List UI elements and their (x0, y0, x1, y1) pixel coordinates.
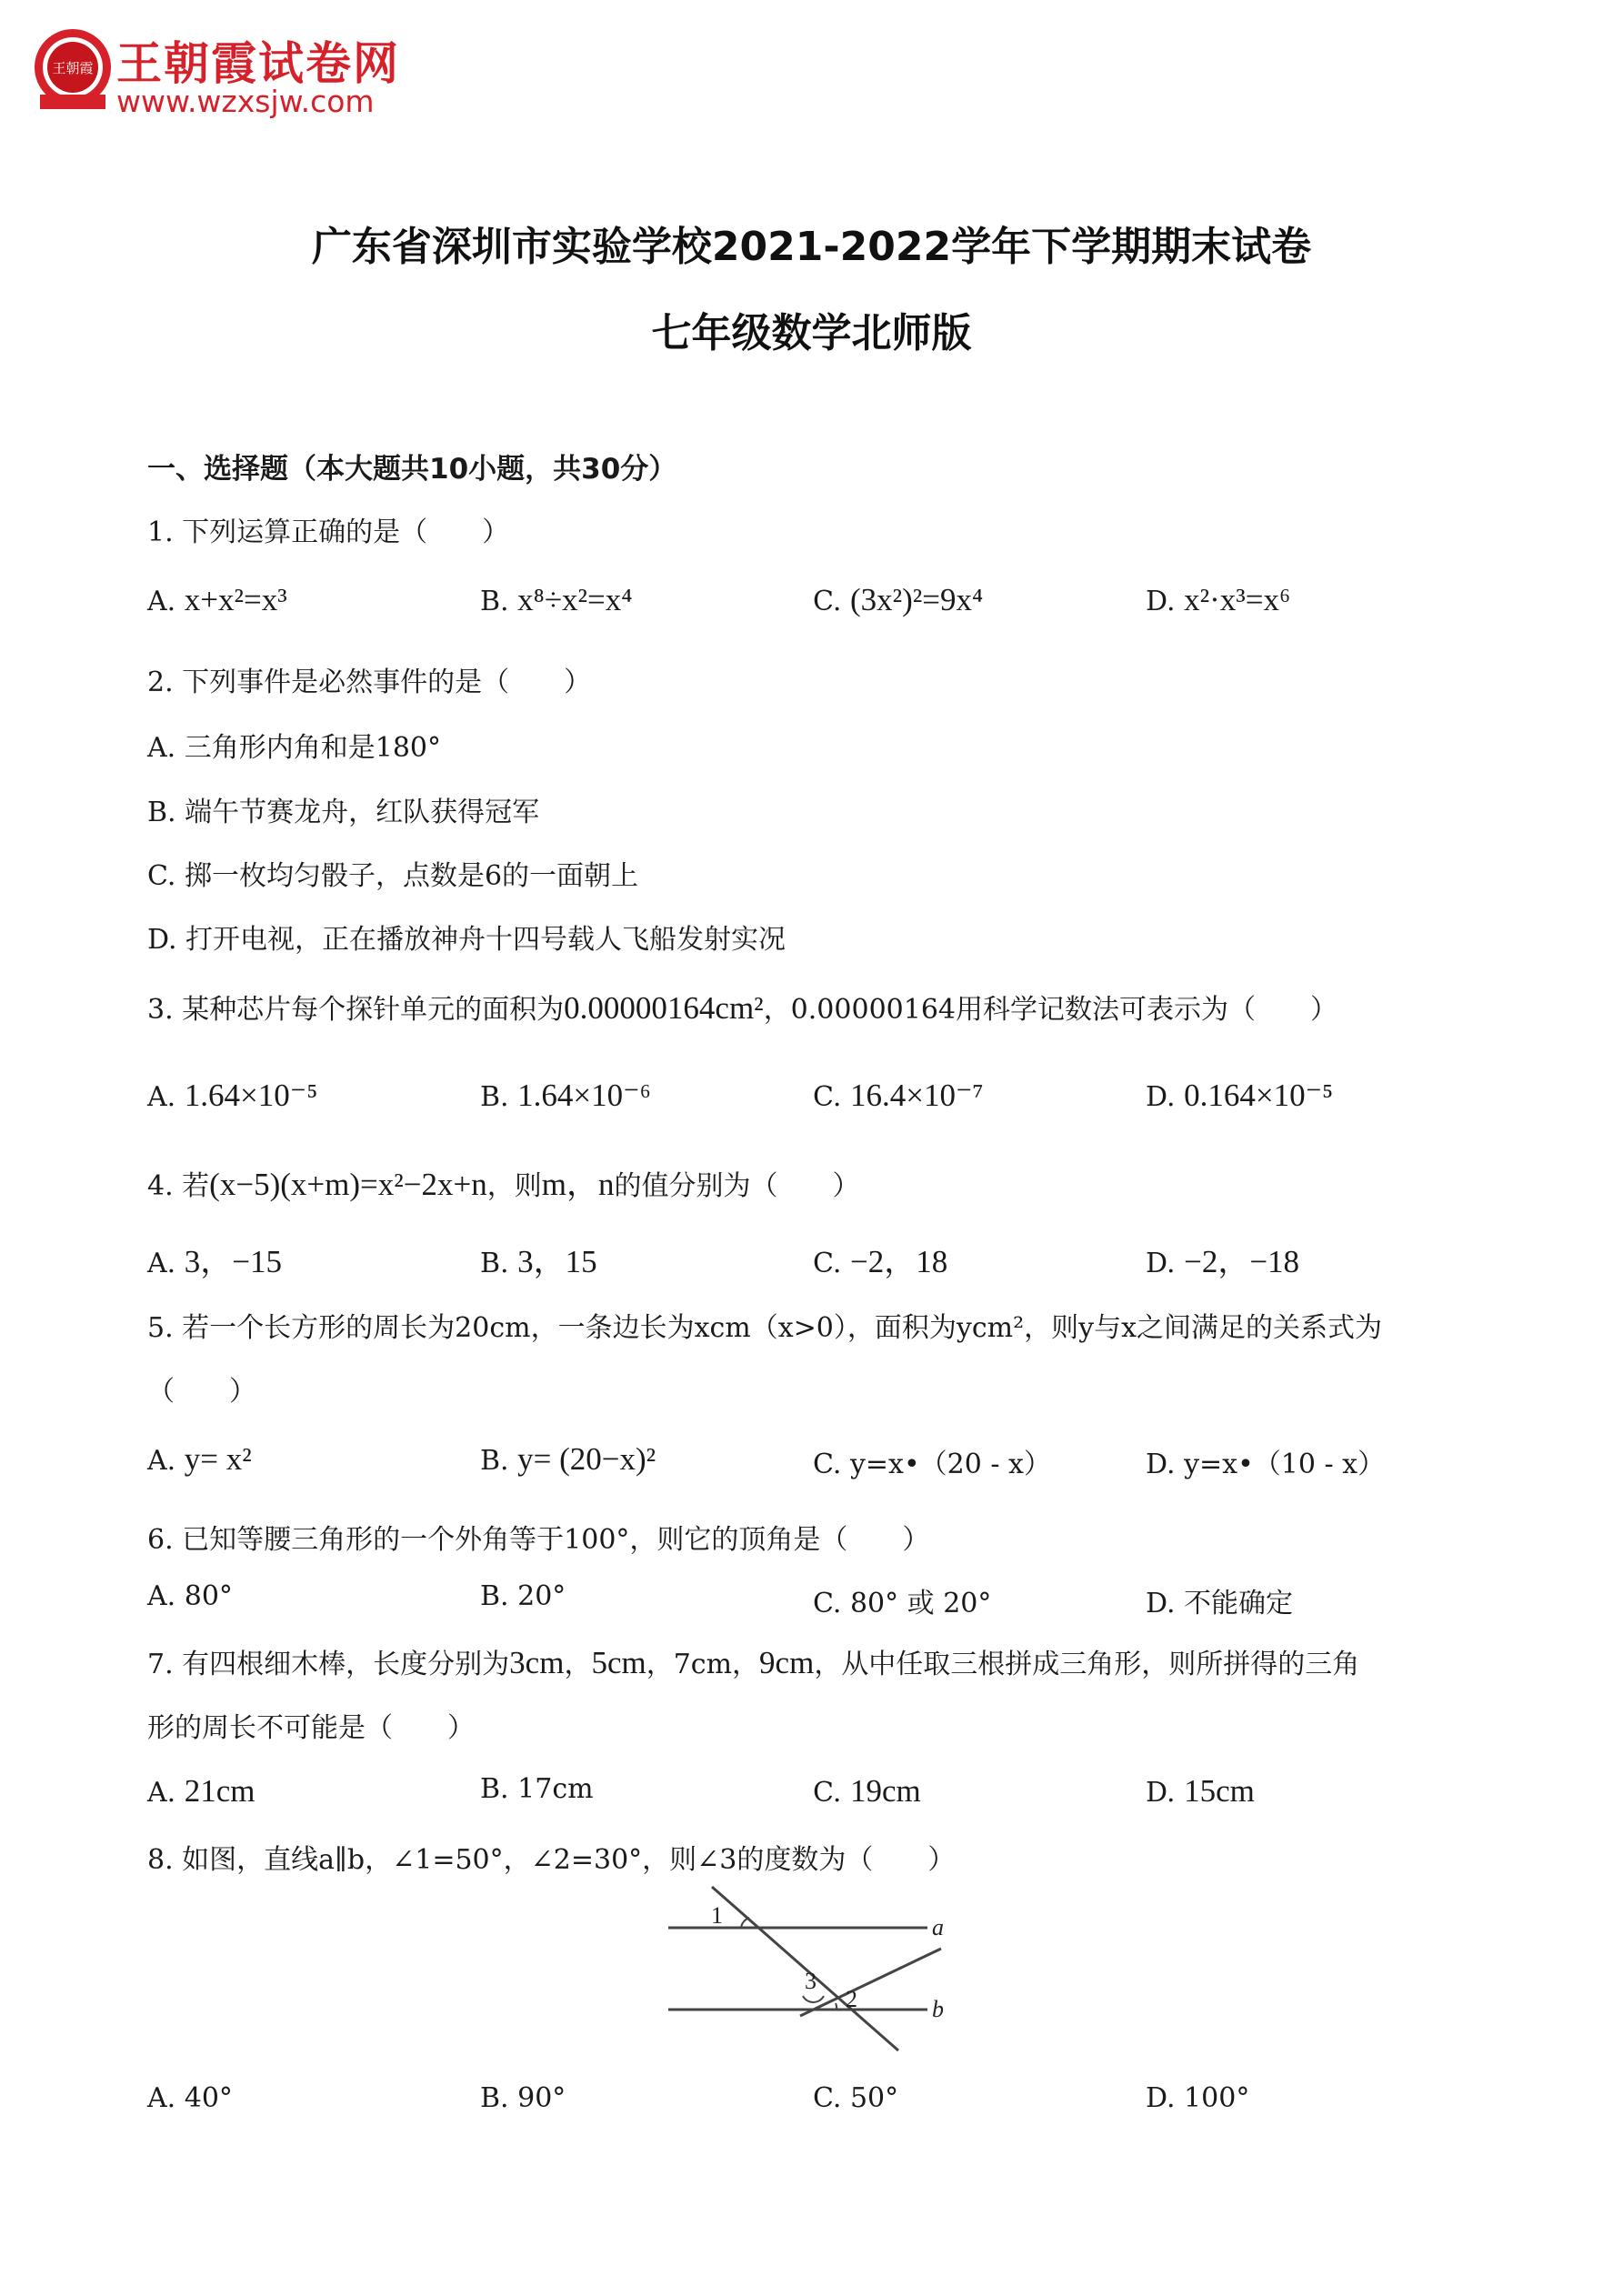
q8-option-a[interactable]: A. 40° (147, 2082, 233, 2114)
angle-3-label: 3 (805, 1968, 817, 1994)
q6-option-d[interactable]: D. 不能确定 (1146, 1588, 1294, 1619)
line-b-label: b (932, 1996, 944, 2022)
q7-option-a[interactable]: A. 21cm (147, 1773, 255, 1809)
q1-option-b[interactable]: B. x⁸÷x²=x⁴ (480, 582, 633, 617)
question-5-stem: 5. 若一个长方形的周长为20cm，一条边长为xcm（x>0），面积为ycm²，则y与x之间满足的关系式为 (147, 1312, 1382, 1344)
site-url[interactable]: www.wzxsjw.com (116, 84, 375, 119)
q5-option-b[interactable]: B. y= (20−x)² (480, 1441, 656, 1477)
q6-option-a[interactable]: A. 80° (147, 1580, 233, 1612)
q2-option-c[interactable]: C. 掷一枚均匀骰子，点数是6的一面朝上 (147, 860, 639, 892)
q2-option-d[interactable]: D. 打开电视，正在播放神舟十四号载人飞船发射实况 (147, 924, 786, 956)
q7-option-c[interactable]: C. 19cm (813, 1773, 921, 1809)
logo-badge-text: 王朝霞 (52, 60, 94, 76)
q7-option-d[interactable]: D. 15cm (1146, 1773, 1255, 1809)
q7-option-b[interactable]: B. 17cm (480, 1773, 594, 1805)
line-a-label: a (932, 1914, 944, 1940)
q3-option-c[interactable]: C. 16.4×10⁻⁷ (813, 1078, 984, 1113)
q3-option-a[interactable]: A. 1.64×10⁻⁵ (147, 1078, 318, 1113)
q6-option-b[interactable]: B. 20° (480, 1580, 566, 1612)
site-logo-badge (27, 25, 118, 116)
q4-option-d[interactable]: D. −2，−18 (1146, 1244, 1300, 1279)
q2-option-b[interactable]: B. 端午节赛龙舟，红队获得冠军 (147, 797, 540, 828)
question-7-stem-cont: 形的周长不可能是（ ） (147, 1712, 475, 1744)
q8-option-c[interactable]: C. 50° (813, 2082, 899, 2114)
q4-option-a[interactable]: A. 3，−15 (147, 1244, 282, 1279)
site-name: 王朝霞试卷网 (116, 37, 400, 90)
question-4-stem: 4. 若(x−5)(x+m)=x²−2x+n，则m，n的值分别为（ ） (147, 1167, 860, 1202)
angle-2-label: 2 (846, 1986, 857, 2012)
q5-option-d[interactable]: D. y=x•（10 - x） (1146, 1449, 1386, 1480)
exam-subtitle: 七年级数学北师版 (651, 310, 972, 356)
section-heading: 一、选择题（本大题共10小题，共30分） (147, 453, 677, 486)
question-7-stem: 7. 有四根细木棒，长度分别为3cm，5cm，7cm，9cm，从中任取三根拼成三角形，则所拼得的三角 (147, 1645, 1360, 1680)
angle-1-label: 1 (711, 1902, 723, 1929)
question-6-stem: 6. 已知等腰三角形的一个外角等于100°，则它的顶角是（ ） (147, 1524, 930, 1556)
q3-option-d[interactable]: D. 0.164×10⁻⁵ (1146, 1078, 1334, 1113)
q5-option-c[interactable]: C. y=x•（20 - x） (813, 1449, 1051, 1480)
question-2-stem: 2. 下列事件是必然事件的是（ ） (147, 667, 592, 698)
question-1-stem: 1. 下列运算正确的是（ ） (147, 516, 510, 548)
q1-option-d[interactable]: D. x²·x³=x⁶ (1146, 582, 1291, 617)
q2-option-a[interactable]: A. 三角形内角和是180° (147, 732, 441, 764)
q8-option-b[interactable]: B. 90° (480, 2082, 566, 2114)
q1-option-c[interactable]: C. (3x²)²=9x⁴ (813, 582, 984, 617)
q8-option-d[interactable]: D. 100° (1146, 2082, 1250, 2114)
exam-title: 广东省深圳市实验学校2021-2022学年下学期期末试卷 (311, 224, 1312, 270)
q5-option-a[interactable]: A. y= x² (147, 1441, 252, 1477)
question-8-stem: 8. 如图，直线a∥b，∠1=50°，∠2=30°，则∠3的度数为（ ） (147, 1844, 956, 1876)
q6-option-c[interactable]: C. 80° 或 20° (813, 1588, 992, 1619)
q4-option-b[interactable]: B. 3，15 (480, 1244, 597, 1279)
q4-option-c[interactable]: C. −2，18 (813, 1244, 948, 1279)
q1-option-a[interactable]: A. x+x²=x³ (147, 582, 287, 617)
question-3-stem: 3. 某种芯片每个探针单元的面积为0.00000164cm²，0.00000164用科学记数法可表示为（ ） (147, 990, 1338, 1026)
question-5-stem-cont: （ ） (147, 1376, 256, 1408)
parallel-lines-figure (655, 1878, 982, 2063)
q3-option-b[interactable]: B. 1.64×10⁻⁶ (480, 1078, 651, 1113)
